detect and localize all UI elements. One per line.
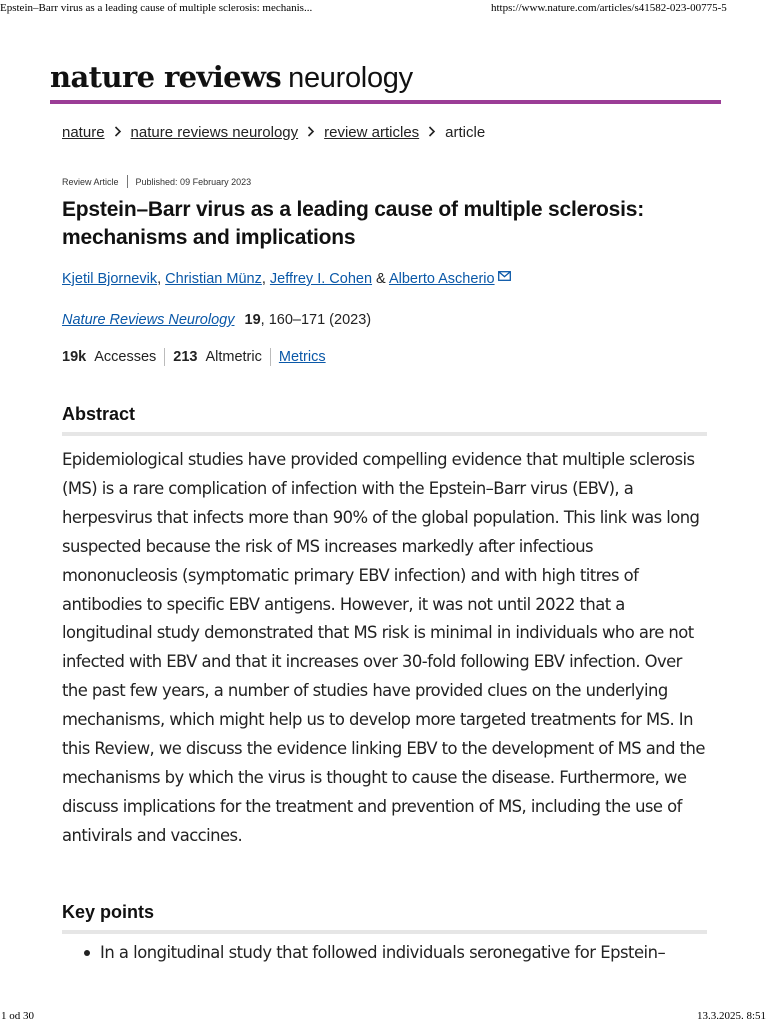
breadcrumb-link-review-articles[interactable]: review articles [324, 124, 420, 141]
print-footer [0, 1010, 768, 1024]
abstract-line: antivirals and vaccines. [62, 825, 243, 845]
key-points-heading: Key points [62, 902, 155, 922]
abstract-line: discuss implications for the treatment and prevention of MS, including the use of [62, 796, 682, 816]
author-link[interactable]: Jeffrey I. Cohen [269, 271, 373, 287]
chevron-right-icon [298, 125, 324, 140]
volume: 19 [244, 312, 261, 328]
print-header [0, 2, 768, 16]
abstract-line: herpesvirus that infects more than 90% of the global population. This link was long [62, 507, 700, 527]
metrics-link[interactable]: Metrics [278, 349, 326, 365]
bullet-icon [84, 950, 90, 956]
article-title-line-1: Epstein–Barr virus as a leading cause of multiple sclerosis: [62, 198, 645, 221]
pages-year: , 160–171 (2023) [260, 312, 372, 328]
brand-divider [50, 100, 721, 104]
journal-link[interactable]: Nature Reviews Neurology [62, 312, 235, 328]
article-meta [62, 175, 251, 188]
altmetric-count: 213 [173, 349, 198, 365]
article-metrics [62, 348, 326, 366]
abstract-line: infected with EBV and that it increases over 30-fold following EBV infection. Over [62, 652, 682, 672]
chevron-right-icon [419, 125, 445, 140]
abstract-line: (MS) is a rare complication of infection with the Epstein–Barr virus (EBV), a [62, 478, 634, 498]
author-separator: , [261, 271, 270, 287]
article-title [62, 196, 712, 252]
chevron-right-icon [105, 125, 131, 140]
accesses-label: Accesses [94, 349, 157, 365]
key-point-text: In a longitudinal study that followed individuals seronegative for Epstein– [100, 943, 666, 962]
abstract-divider [62, 432, 707, 436]
print-datetime: 13.3.2025. 8:51 [696, 1010, 766, 1022]
author-link[interactable]: Christian Münz [165, 271, 262, 287]
breadcrumb [62, 124, 485, 141]
print-page-number: 1 od 30 [1, 1010, 34, 1022]
breadcrumb-link-nature[interactable]: nature [62, 124, 105, 141]
published-date: Published: 09 February 2023 [135, 176, 252, 187]
abstract-text [62, 446, 710, 851]
key-points-divider [62, 930, 707, 934]
author-link[interactable]: Kjetil Bjornevik [62, 271, 158, 287]
author-list [62, 269, 511, 287]
article-title-line-2: mechanisms and implications [62, 226, 356, 249]
key-point-item [84, 943, 665, 962]
metrics-divider [164, 348, 165, 366]
abstract-line: mechanisms, which might help us to develop more targeted treatments for MS. In [62, 710, 693, 730]
logo-text-nature-reviews: nature reviews [50, 60, 282, 94]
citation [62, 312, 371, 328]
article-type: Review Article [62, 176, 119, 187]
meta-divider [127, 175, 128, 188]
print-header-url: https://www.nature.com/articles/s41582-023-00775-5 [491, 2, 727, 14]
abstract-line: Epidemiological studies have provided compelling evidence that multiple sclerosis [62, 450, 695, 469]
author-and: & [372, 271, 389, 287]
abstract-line: the past few years, a number of studies have provided clues on the underlying [62, 681, 668, 701]
abstract-line: antibodies to specific EBV antigens. However, it was not until 2022 that a [62, 594, 625, 614]
abstract-heading: Abstract [62, 404, 136, 424]
print-header-title: Epstein–Barr virus as a leading cause of multiple sclerosis: mechanis... [0, 2, 313, 14]
metrics-divider [270, 348, 271, 366]
accesses-count: 19k [62, 349, 87, 365]
author-link[interactable]: Alberto Ascherio [388, 271, 495, 287]
breadcrumb-current: article [445, 124, 486, 141]
altmetric-label: Altmetric [205, 349, 262, 365]
abstract-line: this Review, we discuss the evidence linking EBV to the development of MS and the [62, 739, 705, 759]
abstract-line: mechanisms by which the virus is thought to cause the disease. Furthermore, we [62, 767, 687, 787]
breadcrumb-link-journal[interactable]: nature reviews neurology [130, 124, 299, 141]
journal-logo[interactable] [50, 60, 413, 95]
abstract-line: longitudinal study demonstrated that MS risk is minimal in individuals who are not [62, 623, 694, 643]
abstract-line: mononucleosis (symptomatic primary EBV infection) and with high titres of [62, 565, 639, 585]
logo-text-neurology: neurology [288, 62, 413, 94]
abstract-line: suspected because the risk of MS increases markedly after infectious [62, 536, 594, 556]
author-separator: , [157, 271, 166, 287]
envelope-icon[interactable] [498, 269, 511, 285]
